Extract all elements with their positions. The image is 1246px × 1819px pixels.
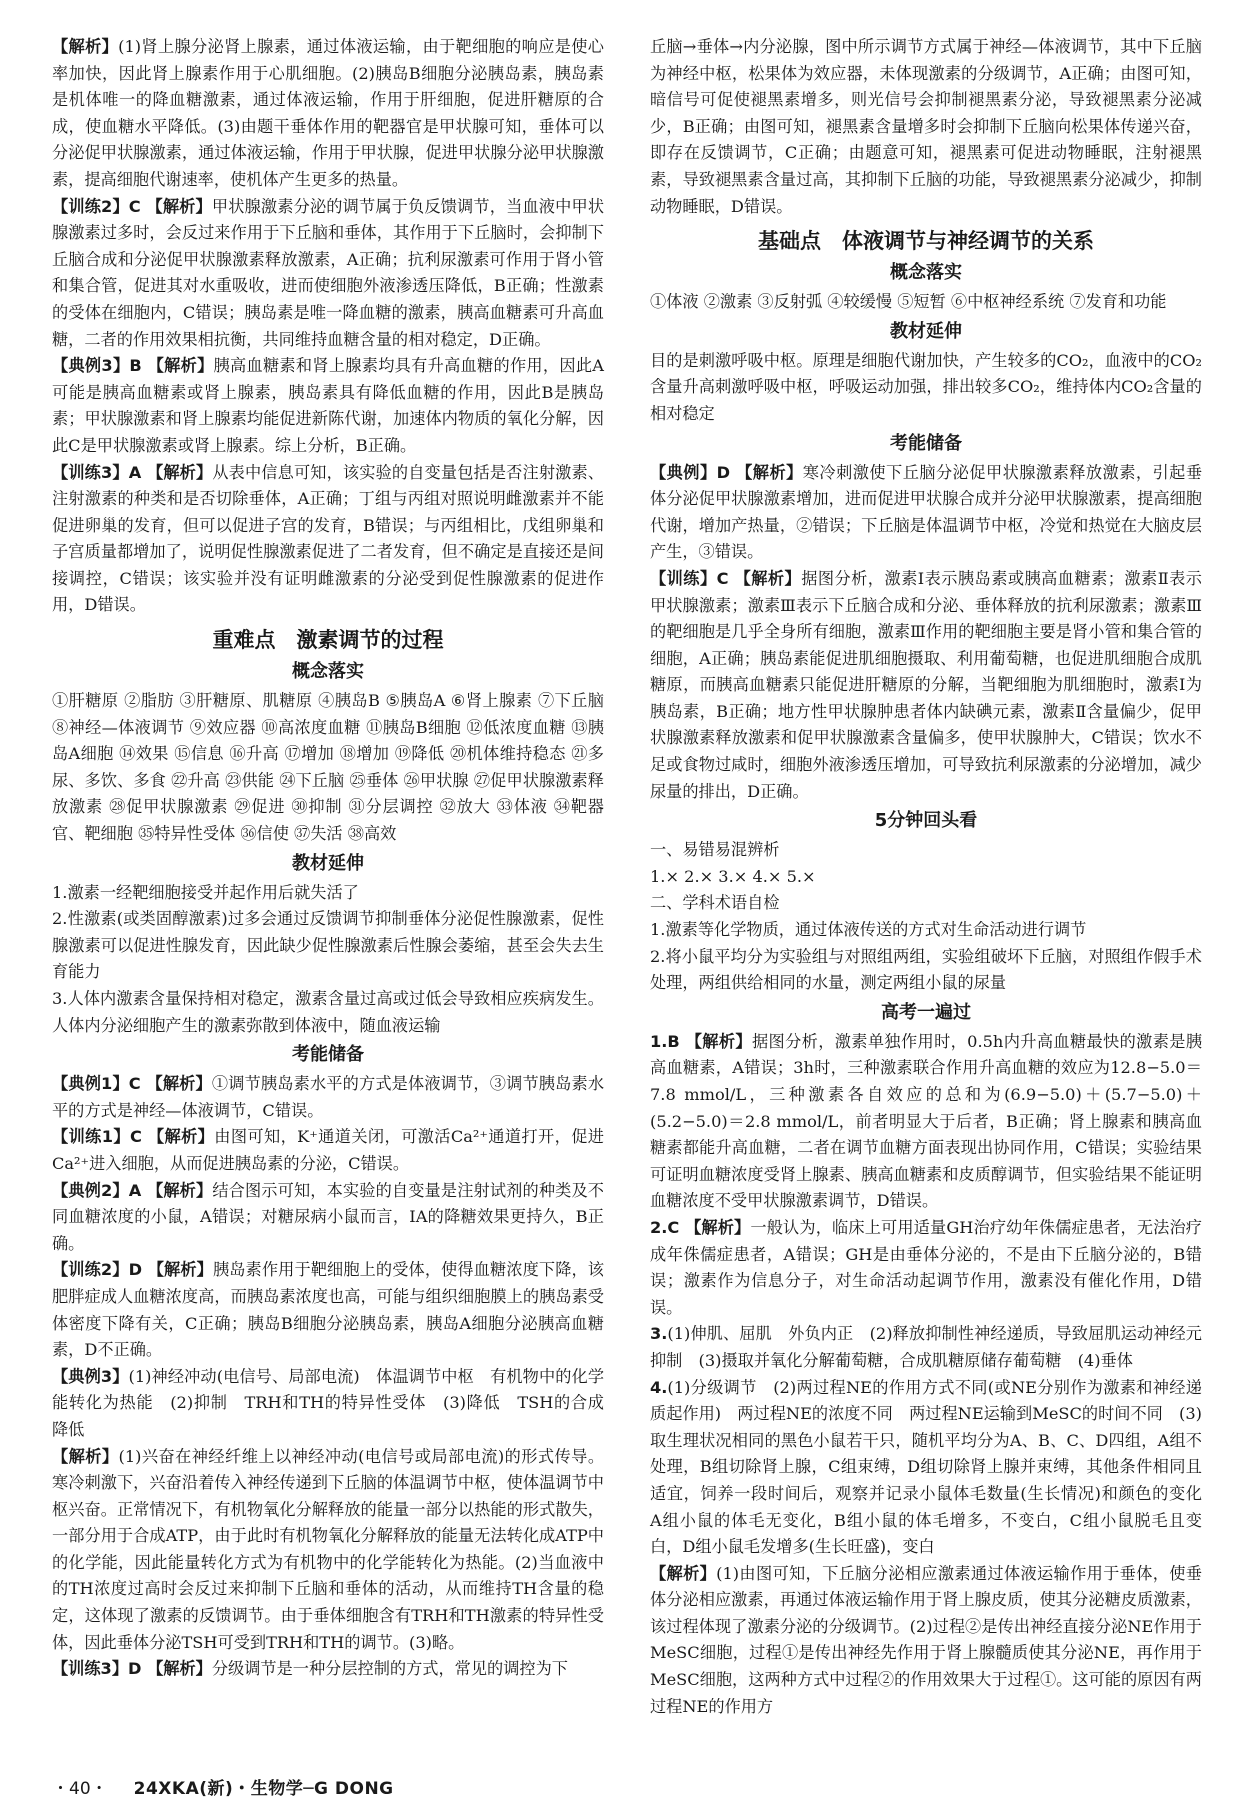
answer-text: 胰高血糖素和肾上腺素均具有升高血糖的作用，因此A可能是胰高血糖素或肾上腺素，胰岛素具有降低血糖的作用，因此B是胰岛素；甲状腺激素和肾上腺素均能促进新陈代谢，加速体内物质的氧化分解，因此C是甲状腺激素或肾上腺素。综上分析，B正确。 (52, 356, 604, 455)
answer-text: ①体液 ②激素 ③反射弧 ④较缓慢 ⑤短暂 ⑥中枢神经系统 ⑦发育和功能 (650, 292, 1167, 312)
answer-text: 1.激素一经靶细胞接受并起作用后就失活了 (52, 882, 359, 902)
answer-text: 甲状腺激素分泌的调节属于负反馈调节，当血液中甲状腺激素过多时，会反过来作用于下丘脑和垂体，其作用于下丘脑时，会抑制下丘脑合成和分泌促甲状腺激素释放激素，A正确；抗利尿激素可作用于肾小管和集合管，促进其对水重吸收，进而使细胞外液渗透压降低，B正确；性激素的受体在细胞内，C错误；胰岛素是唯一降血糖的激素，胰高血糖素可升高血糖，二者的作用效果相抗衡，共同维持血糖含量的相对稳定，D正确。 (52, 196, 605, 349)
answer-paragraph (650, 1375, 1219, 1561)
answer-text: (1)兴奋在神经纤维上以神经冲动(电信号或局部电流)的形式传导。寒冷刺激下，兴奋沿着传入神经传递到下丘脑的体温调节中枢，使体温调节中枢兴奋。正常情况下，有机物氧化分解释放的能量一部分以热能的形式散失，一部分用于合成ATP，由于此时有机物氧化分解释放的能量无法转化成ATP中的化学能，因此能量转化方式为有机物中的化学能转化为热能。(2)当血液中的TH浓度过高时会反过来抑制下丘脑和垂体的活动，从而维持TH含量的稳定，这体现了激素的反馈调节。由于垂体细胞含有TRH和TH激素的特异性受体，因此垂体分泌TSH可受到TRH和TH的调节。(3)略。 (52, 1446, 605, 1652)
answer-paragraph (650, 460, 1202, 566)
answer-tag: 【训练1】C 【解析】 (52, 1127, 215, 1147)
answer-paragraph (52, 1124, 604, 1177)
answer-text: 由图可知，K⁺通道关闭，可激活Ca²⁺通道打开，促进Ca²⁺进入细胞，从而促进胰岛素的分泌，C错误。 (52, 1127, 604, 1173)
answer-tag: 1.B 【解析】 (650, 1031, 752, 1051)
answer-tag: 【训练3】A 【解析】 (52, 462, 213, 482)
answer-paragraph (52, 353, 604, 459)
page-footer (52, 1774, 394, 1799)
subsection-heading: 5分钟回头看 (874, 810, 978, 832)
answer-tag: 【典例】D 【解析】 (650, 462, 803, 482)
answer-paragraph (650, 944, 1202, 997)
answer-text: 一般认为，临床上可用适量GH治疗幼年侏儒症患者，无法治疗成年侏儒症患者，A错误；GH是由垂体分泌的，不是由下丘脑分泌的，B错误；激素作为信息分子，对生命活动起调节作用，激素没有催化作用，D错误。 (650, 1217, 1202, 1317)
answer-text: 目的是刺激呼吸中枢。原理是细胞代谢加快，产生较多的CO₂，血液中的CO₂含量升高刺激呼吸中枢，呼吸运动加强，排出较多CO₂，维持体内CO₂含量的相对稳定 (650, 350, 1202, 423)
answer-paragraph (650, 289, 1202, 316)
answer-text: ①调节胰岛素水平的方式是体液调节，③调节胰岛素水平的方式是神经—体液调节，C错误。 (52, 1074, 605, 1120)
answer-text: (1)伸肌、屈肌 外负内正 (2)释放抑制性神经递质，导致屈肌运动神经元抑制 (3)摄取并氧化分解葡萄糖，合成肌糖原储存葡萄糖 (4)垂体 (650, 1324, 1202, 1370)
answer-tag: 【典例3】 (52, 1366, 129, 1386)
answer-paragraph (52, 460, 604, 620)
answer-tag: 【典例3】B 【解析】 (52, 356, 214, 376)
subsection-heading: 概念落实 (890, 262, 962, 284)
answer-tag: 4. (650, 1377, 668, 1397)
subsection-heading: 考能储备 (292, 1044, 364, 1066)
answer-paragraph (650, 837, 1202, 864)
answer-text: 分级调节是一种分层控制的方式，常见的调控为下 (211, 1659, 568, 1679)
answer-text: ①肝糖原 ②脂肪 ③肝糖原、肌糖原 ④胰岛B ⑤胰岛A ⑥肾上腺素 ⑦下丘脑 ⑧神经—体液调节 ⑨效应器 ⑩高浓度血糖 ⑪胰岛B细胞 ⑫低浓度血糖 ⑬胰岛A细胞 ⑭效果 ⑮信息 ⑯升高 ⑰增加 ⑱增加 ⑲降低 ⑳机体维持稳态 ㉑多尿、多饮、多食 ㉒升高 ㉓供能 ㉔下丘脑 ㉕垂体 ㉖甲状腺 ㉗促甲状腺激素释放激素 ㉘促甲状腺激素 ㉙促进 ㉚抑制 ㉛分层调控 ㉜放大 ㉝体液 ㉞靶器官、靶细胞 ㉟特异性受体 ㊱信使 ㊲失活 ㊳高效 (52, 691, 604, 844)
answer-paragraph (650, 348, 1202, 428)
answer-text: (1)神经冲动(电信号、局部电流) 体温调节中枢 有机物中的化学能转化为热能 (2)抑制 TRH和TH的特异性受体 (3)降低 TSH的合成 降低 (52, 1366, 621, 1439)
answer-text: 结合图示可知，本实验的自变量是注射试剂的种类及不同血糖浓度的小鼠，A错误；对糖尿病小鼠而言，IA的降糖效果更持久，B正确。 (52, 1180, 604, 1253)
answer-paragraph (52, 986, 604, 1039)
answer-tag: 【解析】 (52, 37, 119, 56)
answer-tag: 【训练3】D 【解析】 (52, 1659, 212, 1679)
answer-paragraph (52, 1364, 621, 1444)
answer-paragraph (650, 864, 1202, 891)
answer-text: 胰岛素作用于靶细胞上的受体，使得血糖浓度下降，该肥胖症成人血糖浓度高，而胰岛素浓度也高，可能与组织细胞膜上的胰岛素受体密度下降有关，C正确；胰岛B细胞分泌胰岛素，胰岛A细胞分泌胰高血糖素，D不正确。 (52, 1260, 604, 1360)
answer-paragraph (52, 1444, 604, 1657)
answer-text: 据图分析，激素单独作用时，0.5h内升高血糖最快的激素是胰高血糖素，A错误；3h时，三种激素联合作用升高血糖的效应为12.8−5.0＝7.8 mmol/L，三种激素各自效应的总和为(6.9−5.0)＋(5.7−5.0)＋(5.2−5.0)＝2.8 mmol/L，前者明显大于后者，B正确；肾上腺素和胰高血糖素都能升高血糖，二者在调节血糖方面表现出协同作用，C错误；实验结果可证明血糖浓度受肾上腺素、胰高血糖素和皮质醇调节，但实验结果不能证明血糖浓度不受甲状腺激素调节，D错误。 (650, 1031, 1203, 1211)
answer-tag: 【解析】 (52, 1446, 119, 1466)
answer-text: 从表中信息可知，该实验的自变量包括是否注射激素、注射激素的种类和是否切除垂体，A正确；丁组与丙组对照说明雌激素并不能促进卵巢的发育，但可以促进子宫的发育，B错误；与丙组相比，戊组卵巢和子宫质量都增加了，说明促性腺激素促进了二者发育，但不确定是直接还是间接调控，C错误；该实验并没有证明雌激素的分泌受到促性腺激素的促进作用，D错误。 (52, 462, 604, 615)
subsection-heading: 考能储备 (890, 432, 962, 454)
answer-text: 丘脑→垂体→内分泌腺，图中所示调节方式属于神经—体液调节，其中下丘脑为神经中枢，松果体为效应器，未体现激素的分级调节，A正确；由图可知，暗信号可促使褪黑素增多，则光信号会抑制褪黑素分泌，导致褪黑素分泌减少，B正确；由图可知，褪黑素含量增多时会抑制下丘脑向松果体传递兴奋，即存在反馈调节，C正确；由题意可知，褪黑素可促进动物睡眠，注射褪黑素，导致褪黑素含量过高，其抑制下丘脑的功能，导致褪黑素分泌减少，抑制动物睡眠，D错误。 (650, 37, 1202, 216)
section-heading: 重难点 激素调节的过程 (212, 628, 444, 653)
subsection-heading: 教材延伸 (292, 852, 364, 874)
answer-paragraph (650, 1029, 1202, 1215)
subsection-heading: 高考一遍过 (881, 1001, 971, 1023)
answer-tag: 3. (650, 1324, 668, 1344)
answer-text: 二、学科术语自检 (650, 893, 780, 913)
right-column (650, 34, 1219, 1720)
answer-text: 一、易错易混辨析 (650, 840, 780, 860)
answer-paragraph (52, 194, 604, 354)
answer-tag: 【训练2】D 【解析】 (52, 1260, 213, 1280)
answer-text: (1)由图可知，下丘脑分泌相应激素通过体液运输作用于垂体，使垂体分泌相应激素，再通过体液运输作用于肾上腺皮质，使其分泌糖皮质激素，该过程体现了激素分泌的分级调节。(2)过程②是传出神经直接分泌NE作用于MeSC细胞，过程①是传出神经先作用于肾上腺髓质使其分泌NE，再作用于MeSC细胞，这两种方式中过程②的作用效果大于过程①。这可能的原因有两过程NE的作用方 (650, 1563, 1202, 1716)
answer-text: 3.人体内激素含量保持相对稳定，激素含量过高或过低会导致相应疾病发生。人体内分泌细胞产生的激素弥散到体液中，随血液运输 (52, 989, 604, 1035)
answer-paragraph (650, 34, 1202, 220)
answer-tag: 【典例1】C 【解析】 (52, 1074, 212, 1094)
answer-text: 2.将小鼠平均分为实验组与对照组两组，实验组破坏下丘脑，对照组作假手术处理，两组供给相同的水量，测定两组小鼠的尿量 (650, 946, 1202, 993)
answer-paragraph (52, 1257, 604, 1363)
answer-tag: 【典例2】A 【解析】 (52, 1180, 213, 1200)
page-number: ・40・ (52, 1779, 108, 1799)
answer-text: 2.性激素(或类固醇激素)过多会通过反馈调节抑制垂体分泌促性腺激素，促性腺激素可以促进性腺发育，因此缺少促性腺激素后性腺会萎缩，甚至会失去生育能力 (52, 909, 604, 982)
answer-text: 1.激素等化学物质，通过体液传送的方式对生命活动进行调节 (650, 920, 1087, 940)
answer-paragraph (52, 1178, 604, 1258)
answer-tag: 【训练】C 【解析】 (650, 568, 802, 588)
left-column (52, 34, 621, 1683)
answer-paragraph (650, 1321, 1202, 1374)
answer-paragraph (52, 1656, 604, 1683)
answer-paragraph (52, 1071, 604, 1124)
answer-text: 1.× 2.× 3.× 4.× 5.× (650, 866, 816, 886)
answer-text: (1)分级调节 (2)两过程NE的作用方式不同(或NE分别作为激素和神经递质起作用) 两过程NE的浓度不同 两过程NE运输到MeSC的时间不同 (3)取生理状况相同的黑色小鼠若干只，随机平均分为A、B、C、D四组，A组不处理，B组切除肾上腺，C组束缚，D组切除肾上腺并束缚，其他条件相同且适宜，饲养一段时间后，观察并记录小鼠体毛数量(生长情况)和颜色的变化 A组小鼠的体毛无变化，B组小鼠的体毛增多，不变白，C组小鼠脱毛且变白，D组小鼠毛发增多(生长旺盛)，变白 (650, 1377, 1219, 1557)
answer-paragraph (52, 688, 604, 848)
book-code: 24XKA(新)・生物学─G DONG (133, 1779, 394, 1799)
answer-paragraph (650, 890, 1202, 917)
answer-paragraph (52, 906, 604, 986)
answer-paragraph (650, 917, 1202, 944)
answer-tag: 2.C 【解析】 (650, 1217, 751, 1237)
subsection-heading: 教材延伸 (890, 320, 962, 342)
answer-paragraph (650, 1215, 1202, 1321)
answer-tag: 【训练2】C 【解析】 (52, 196, 212, 216)
answer-text: 据图分析，激素Ⅰ表示胰岛素或胰高血糖素；激素Ⅱ表示甲状腺激素；激素Ⅲ表示下丘脑合成和分泌、垂体释放的抗利尿激素；激素Ⅲ的靶细胞是几乎全身所有细胞，激素Ⅲ作用的靶细胞主要是肾小管和集合管的细胞，A正确；胰岛素能促进肌细胞摄取、利用葡萄糖，也促进肌细胞合成肌糖原，而胰高血糖素只能促进肝糖原的分解，当靶细胞为肌细胞时，激素Ⅰ为胰岛素，B正确；地方性甲状腺肿患者体内缺碘元素，激素Ⅱ含量偏少，促甲状腺激素释放激素和促甲状腺激素含量偏多，使甲状腺肿大，C错误；饮水不足或食物过咸时，细胞外液渗透压增加，可导致抗利尿激素的分泌增加，减少尿量的排出，D正确。 (650, 568, 1202, 801)
section-heading: 基础点 体液调节与神经调节的关系 (758, 229, 1094, 254)
answer-text: 寒冷刺激使下丘脑分泌促甲状腺激素释放激素，引起垂体分泌促甲状腺激素增加，进而促进甲状腺合成并分泌甲状腺激素，提高细胞代谢，增加产热量，②错误；下丘脑是体温调节中枢，冷觉和热觉在大脑皮层产生，③错误。 (650, 462, 1203, 562)
subsection-heading: 概念落实 (292, 661, 364, 683)
answer-text: (1)肾上腺分泌肾上腺素，通过体液运输，由于靶细胞的响应是使心率加快，因此肾上腺素作用于心肌细胞。(2)胰岛B细胞分泌胰岛素，胰岛素是机体唯一的降血糖激素，通过体液运输，作用于肝细胞，促进肝糖原的合成，使血糖水平降低。(3)由题干垂体作用的靶器官是甲状腺可知，垂体可以分泌促甲状腺激素，通过体液运输，作用于甲状腺，促进甲状腺分泌甲状腺激素，提高细胞代谢速率，使机体产生更多的热量。 (52, 37, 604, 189)
answer-paragraph (52, 34, 604, 194)
answer-paragraph (650, 566, 1202, 805)
answer-paragraph (52, 880, 604, 907)
answer-tag: 【解析】 (650, 1563, 717, 1583)
answer-paragraph (650, 1561, 1202, 1721)
